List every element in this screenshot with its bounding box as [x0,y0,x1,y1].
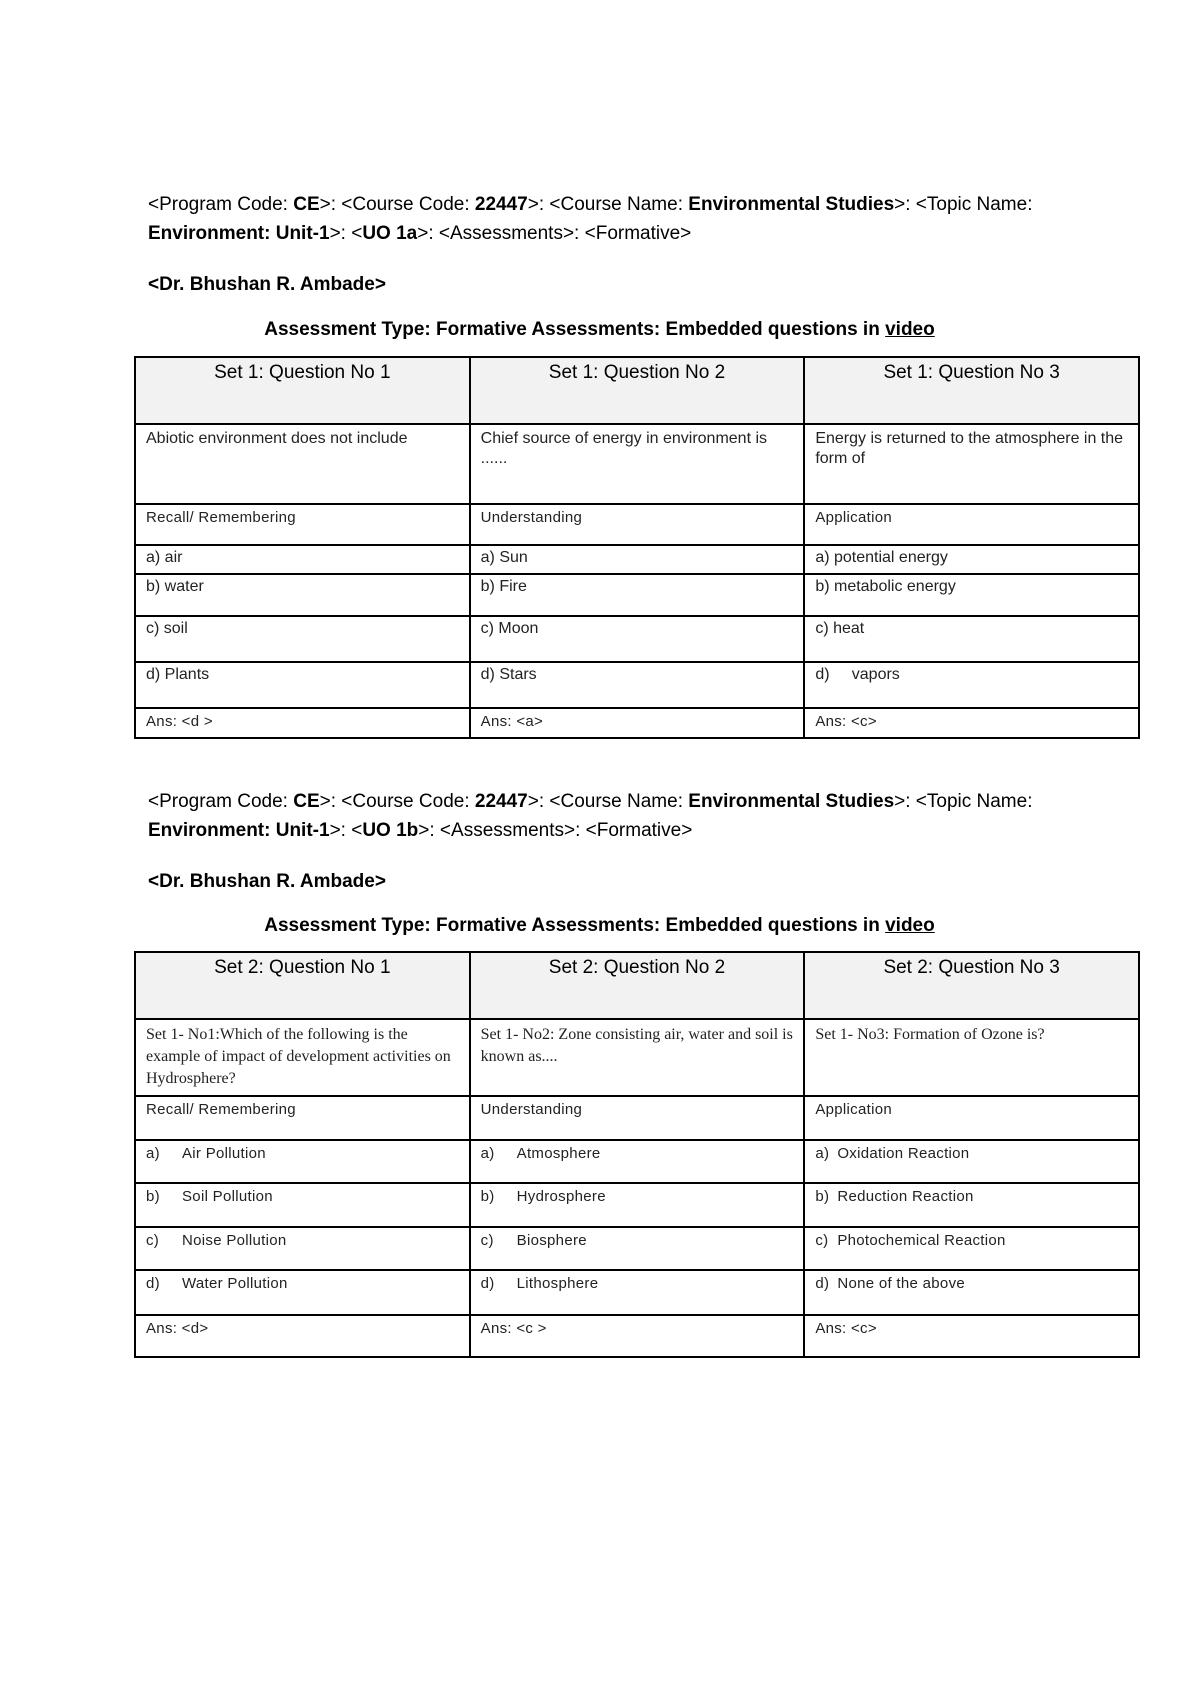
option-letter: c) [146,1232,160,1249]
course-code: 22447 [474,791,528,812]
bloom-level: Recall/ Remembering [135,1096,470,1140]
option-text: Lithosphere [516,1275,599,1292]
question-table-set-1 [134,356,1140,739]
option: d) Stars [470,662,805,708]
option-text: Noise Pollution [182,1232,287,1249]
header-text: <Program Code: [148,194,294,215]
option-letter: d) [146,1275,160,1292]
option-text: Biosphere [516,1232,587,1249]
bloom-level: Recall/ Remembering [135,504,470,545]
course-header-2 [148,787,1068,845]
option [804,1270,1139,1315]
answer: Ans: <d> [135,1315,470,1357]
assessment-type-text: Assessment Type: Formative Assessments: Embedded questions in [264,915,886,936]
course-name: Environmental Studies [688,791,895,812]
program-code: CE [293,194,320,215]
column-header: Set 1: Question No 2 [470,357,805,424]
header-text: >: <Topic Name: [894,791,1033,812]
option-letter: d) [815,1275,830,1292]
video-link[interactable]: video [885,319,935,340]
option [470,1270,805,1315]
assessment-type-2 [148,915,1051,937]
option-letter: a) [815,1145,830,1162]
column-header: Set 1: Question No 1 [135,357,470,424]
question-table-set-2 [134,951,1140,1358]
header-text: >: < [329,820,363,841]
answer: Ans: <a> [470,708,805,738]
header-text: >: < [329,223,363,244]
author-2: <Dr. Bhushan R. Ambade> [148,871,386,892]
course-name: Environmental Studies [688,194,895,215]
option [804,1140,1139,1183]
option-text: Hydrosphere [516,1188,606,1205]
option [470,1183,805,1227]
option: c) Moon [470,616,805,662]
header-text: >: <Topic Name: [894,194,1033,215]
header-text: >: <Course Name: [527,791,689,812]
question-text: Abiotic environment does not include [135,424,470,504]
column-header: Set 2: Question No 2 [470,952,805,1019]
option: c) heat [804,616,1139,662]
option-letter: a) [480,1145,495,1162]
header-text: >: <Course Name: [527,194,689,215]
uo-code: UO 1b [362,820,419,841]
option [135,1227,470,1270]
option: c) soil [135,616,470,662]
header-text: <Program Code: [148,791,294,812]
option [135,1140,470,1183]
option: a) Sun [470,545,805,574]
option-text: Air Pollution [182,1145,266,1162]
question-text: Chief source of energy in environment is ...... [470,424,805,504]
question-text: Set 1- No1:Which of the following is the example of impact of development activities on Hydrosphere? [135,1019,470,1096]
option-letter: b) [480,1188,495,1205]
option-text: None of the above [837,1275,966,1292]
header-text: >: <Course Code: [319,791,475,812]
option-text: Oxidation Reaction [837,1145,970,1162]
option-text: Water Pollution [182,1275,288,1292]
uo-code: UO 1a [362,223,418,244]
option: a) air [135,545,470,574]
option-letter: c) [480,1232,494,1249]
option-letter: b) [146,1188,160,1205]
topic-name: Environment: Unit-1 [148,223,330,244]
question-text: Set 1- No2: Zone consisting air, water and soil is known as.... [470,1019,805,1096]
bloom-level: Understanding [470,504,805,545]
author-1: <Dr. Bhushan R. Ambade> [148,274,386,295]
option-letter: c) [815,1232,829,1249]
bloom-level: Application [804,1096,1139,1140]
option-text: Atmosphere [516,1145,601,1162]
answer: Ans: <c > [470,1315,805,1357]
option: d) Plants [135,662,470,708]
answer: Ans: <c> [804,1315,1139,1357]
option [470,1227,805,1270]
header-text: >: <Course Code: [319,194,475,215]
column-header: Set 1: Question No 3 [804,357,1139,424]
option: b) Fire [470,574,805,616]
program-code: CE [293,791,320,812]
question-text: Set 1- No3: Formation of Ozone is? [804,1019,1139,1096]
video-link[interactable]: video [885,915,935,936]
option-text: Photochemical Reaction [837,1232,1006,1249]
option-letter: b) [815,1188,830,1205]
bloom-level: Application [804,504,1139,545]
course-code: 22447 [474,194,528,215]
column-header: Set 2: Question No 3 [804,952,1139,1019]
assessment-type-text: Assessment Type: Formative Assessments: Embedded questions in [264,319,886,340]
option-letter: d) [480,1275,495,1292]
topic-name: Environment: Unit-1 [148,820,330,841]
answer: Ans: <c> [804,708,1139,738]
option: b) water [135,574,470,616]
option-text: Soil Pollution [182,1188,273,1205]
bloom-level: Understanding [470,1096,805,1140]
question-text: Energy is returned to the atmosphere in the form of [804,424,1139,504]
option: a) potential energy [804,545,1139,574]
option: d) vapors [804,662,1139,708]
assessment-type-1 [148,319,1051,341]
answer: Ans: <d > [135,708,470,738]
option-text: Reduction Reaction [837,1188,974,1205]
option-letter: a) [146,1145,160,1162]
option [135,1270,470,1315]
header-text: >: <Assessments>: <Formative> [418,820,693,841]
option [804,1183,1139,1227]
column-header: Set 2: Question No 1 [135,952,470,1019]
header-text: >: <Assessments>: <Formative> [417,223,692,244]
option [470,1140,805,1183]
option: b) metabolic energy [804,574,1139,616]
course-header-1 [148,190,1068,248]
option [135,1183,470,1227]
option [804,1227,1139,1270]
